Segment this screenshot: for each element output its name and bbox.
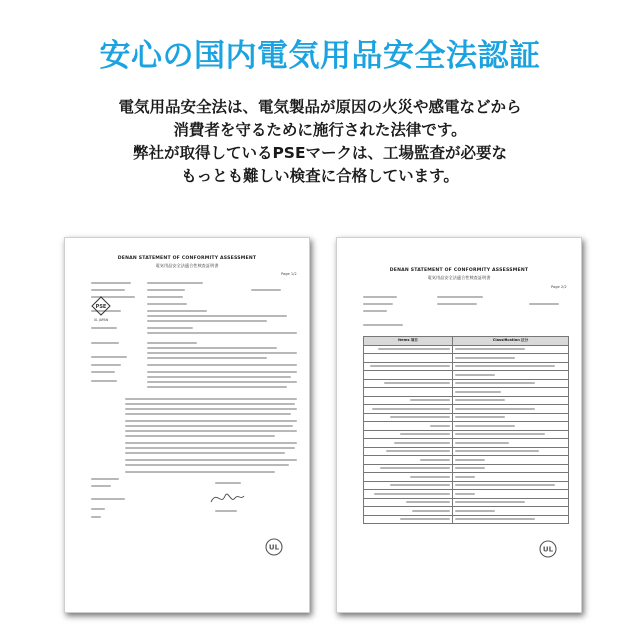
table-row [364, 345, 569, 354]
table-row [364, 515, 569, 524]
table-row [364, 422, 569, 431]
certificate-subtitle: 電気用品安全法適合性検査証明書 [155, 263, 219, 268]
table-header: Items 項目 [364, 337, 453, 346]
page-headline: 安心の国内電気用品安全法認証 [99, 38, 541, 74]
table-row [364, 490, 569, 499]
pse-mark-icon [91, 296, 111, 322]
table-row [364, 430, 569, 439]
signature-icon [207, 486, 247, 508]
table-row [364, 507, 569, 516]
svg-text:UL: UL [542, 545, 554, 554]
certificate-subtitle: 電気用品安全法適合性検査証明書 [427, 275, 491, 280]
table-row [364, 362, 569, 371]
table-row [364, 388, 569, 397]
table-row [364, 413, 569, 422]
ul-logo-icon [265, 538, 283, 556]
intro-line-4: もっとも難しい検査に合格しています。 [181, 167, 459, 185]
table-row [364, 481, 569, 490]
intro-line-1: 電気用品安全法は、電気製品が原因の火災や感電などから [118, 98, 522, 116]
certificate-page-number: Page 2/2 [551, 285, 567, 289]
table-row [364, 396, 569, 405]
table-row [364, 498, 569, 507]
table-row [364, 371, 569, 380]
table-row [364, 447, 569, 456]
table-row [364, 464, 569, 473]
certificate-page-1 [64, 237, 310, 613]
svg-text:PSE: PSE [95, 304, 107, 310]
svg-text:UL JAPAN: UL JAPAN [93, 318, 109, 322]
table-header-row [364, 337, 569, 346]
table-header: Classification 区分 [453, 337, 569, 346]
ul-logo-icon [539, 540, 557, 558]
intro-line-3: 弊社が取得しているPSEマークは、工場監査が必要な [132, 144, 508, 162]
table-row [364, 473, 569, 482]
certificate-page-2 [336, 237, 582, 613]
certificate-title: DENAN STATEMENT OF CONFORMITY ASSESSMENT [389, 268, 529, 273]
certificate-page-number: Page 1/2 [281, 272, 297, 276]
classification-table [363, 336, 569, 524]
intro-line-2: 消費者を守るために施行された法律です。 [173, 121, 467, 139]
table-row [364, 379, 569, 388]
table-row [364, 405, 569, 414]
table-row [364, 456, 569, 465]
intro-text [0, 96, 640, 188]
table-row [364, 354, 569, 363]
svg-text:UL: UL [268, 543, 280, 552]
table-row [364, 439, 569, 448]
certificate-title: DENAN STATEMENT OF CONFORMITY ASSESSMENT [117, 256, 257, 261]
